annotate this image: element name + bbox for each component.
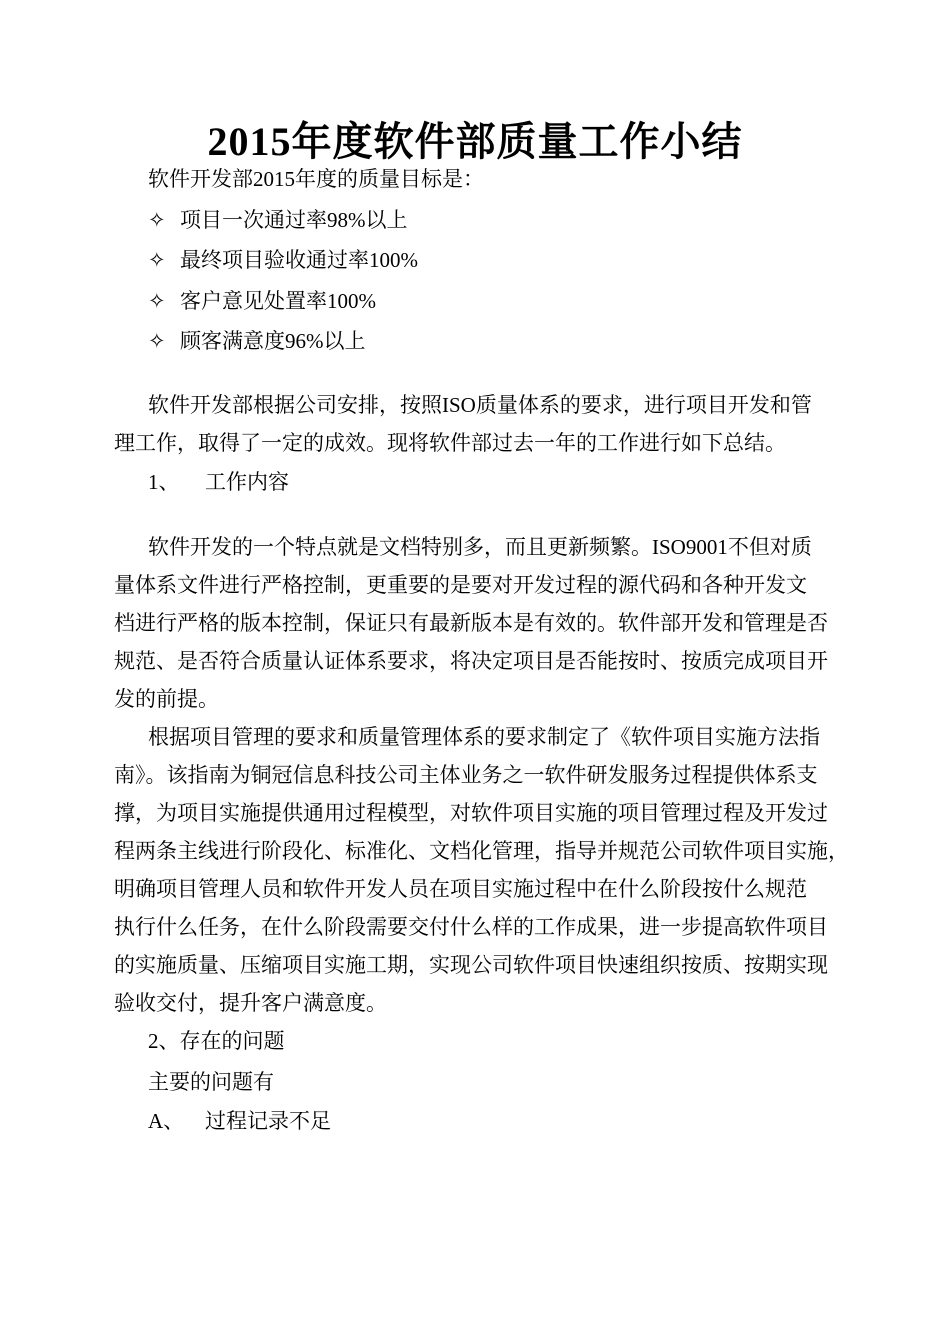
paragraph-line: 南》。该指南为铜冠信息科技公司主体业务之一软件研发服务过程提供体系支: [114, 763, 818, 787]
goal-item: 顾客满意度96%以上: [180, 329, 366, 353]
paragraph-line: 发的前提。: [114, 687, 219, 711]
item-label: A、: [148, 1109, 185, 1133]
paragraph-line: 规范、是否符合质量认证体系要求，将决定项目是否能按时、按质完成项目开: [114, 649, 828, 673]
paragraph-line: 量体系文件进行严格控制，更重要的是要对开发过程的源代码和各种开发文: [114, 573, 807, 597]
paragraph-line: 根据项目管理的要求和质量管理体系的要求制定了《软件项目实施方法指: [148, 725, 820, 749]
goal-item: 项目一次通过率98%以上: [180, 208, 408, 232]
paragraph-line: 档进行严格的版本控制，保证只有最新版本是有效的。软件部开发和管理是否: [114, 611, 828, 635]
paragraph-line: 执行什么任务，在什么阶段需要交付什么样的工作成果，进一步提高软件项目: [114, 915, 828, 939]
intro-line: 软件开发部2015年度的质量目标是：: [148, 167, 484, 191]
goal-item: 最终项目验收通过率100%: [180, 248, 418, 272]
section-heading: 2、存在的问题: [148, 1029, 285, 1053]
bullet-diamond-icon: ✧: [148, 248, 166, 272]
paragraph-line: 明确项目管理人员和软件开发人员在项目实施过程中在什么阶段按什么规范: [114, 877, 807, 901]
paragraph-line: 软件开发的一个特点就是文档特别多，而且更新频繁。ISO9001不但对质: [148, 535, 812, 559]
section-title: 工作内容: [205, 470, 289, 494]
problems-intro: 主要的问题有: [148, 1070, 274, 1094]
paragraph-line: 理工作，取得了一定的成效。现将软件部过去一年的工作进行如下总结。: [114, 431, 786, 455]
section-number: 1、: [148, 470, 180, 494]
paragraph-line: 软件开发部根据公司安排，按照ISO质量体系的要求，进行项目开发和管: [148, 393, 812, 417]
bullet-diamond-icon: ✧: [148, 208, 166, 232]
item-text: 过程记录不足: [205, 1109, 331, 1133]
paragraph-line: 验收交付，提升客户满意度。: [114, 991, 387, 1015]
bullet-diamond-icon: ✧: [148, 329, 166, 353]
goal-item: 客户意见处置率100%: [180, 289, 376, 313]
paragraph-line: 的实施质量、压缩项目实施工期，实现公司软件项目快速组织按质、按期实现: [114, 953, 828, 977]
document-title: 2015年度软件部质量工作小结: [207, 119, 743, 164]
bullet-diamond-icon: ✧: [148, 289, 166, 313]
paragraph-line: 程两条主线进行阶段化、标准化、文档化管理，指导并规范公司软件项目实施，: [114, 839, 849, 863]
paragraph-line: 撑，为项目实施提供通用过程模型，对软件项目实施的项目管理过程及开发过: [114, 801, 828, 825]
